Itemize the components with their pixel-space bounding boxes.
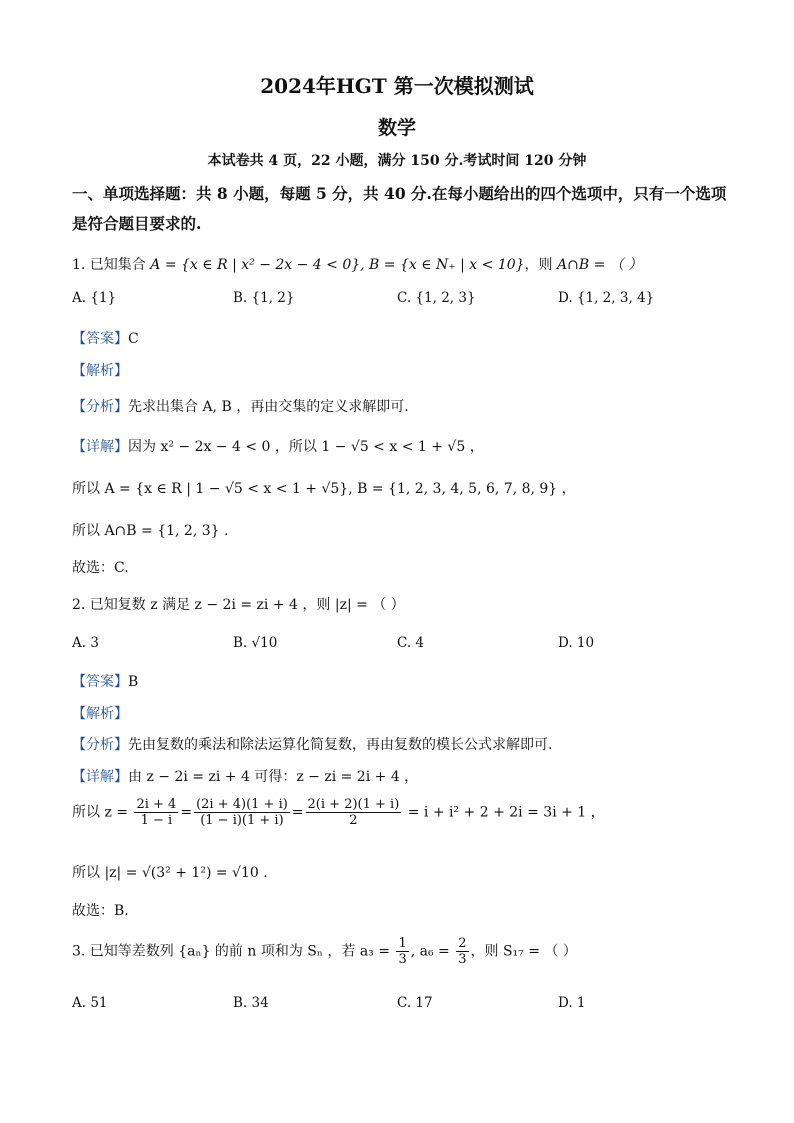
q1-option-d: D. {1, 2, 3, 4} bbox=[558, 290, 655, 306]
q1-option-a: A. {1} bbox=[72, 290, 117, 306]
fraction-denominator: (1 − i)(1 + i) bbox=[200, 813, 284, 828]
fraction-denominator: 2 bbox=[349, 813, 358, 828]
q1-detail-3: 所以 A∩B = {1, 2, 3} . bbox=[72, 523, 229, 539]
q2-detail2-prefix: 所以 z = bbox=[72, 804, 129, 821]
q2-option-d: D. 10 bbox=[558, 635, 595, 651]
fenxi-tag: 【分析】 bbox=[72, 399, 128, 415]
fraction-numerator: (2i + 4)(1 + i) bbox=[196, 797, 288, 812]
fraction-denominator: 3 bbox=[398, 952, 407, 967]
q2-conclusion: 故选：B. bbox=[72, 903, 129, 919]
q3-option-a: A. 51 bbox=[72, 995, 108, 1011]
question-3-stem bbox=[72, 936, 577, 967]
q1-option-b: B. {1, 2} bbox=[233, 290, 295, 306]
q2-analysis-tag bbox=[72, 703, 128, 723]
q3-stem-mid: , a₆ = bbox=[410, 943, 450, 960]
fraction bbox=[396, 936, 408, 967]
q1-detail-text-1: 因为 x² − 2x − 4 < 0 ，所以 1 − √5 < x < 1 + √5 ， bbox=[128, 439, 484, 455]
q1-analysis-tag bbox=[72, 360, 128, 380]
answer-tag: 【答案】 bbox=[72, 674, 128, 690]
q1-answer-value: C bbox=[128, 331, 139, 347]
fraction bbox=[194, 797, 290, 828]
fraction bbox=[456, 936, 468, 967]
q1-fenxi bbox=[72, 396, 409, 416]
q2-option-b: B. √10 bbox=[233, 635, 278, 651]
section-heading-line1: 一、单项选择题：共 8 小题，每题 5 分，共 40 分.在每小题给出的四个选项中，只有一个选项 bbox=[72, 184, 727, 203]
q2-detail-3: 所以 |z| = √(3² + 1²) = √10 . bbox=[72, 865, 268, 881]
q3-stem-end: ，则 S₁₇ = （ ） bbox=[470, 943, 577, 960]
fraction-numerator: 2 bbox=[458, 936, 467, 951]
q1-stem-end: A∩B = （ ） bbox=[557, 257, 643, 273]
q2-answer-value: B bbox=[128, 674, 139, 690]
q1-stem-math: A = {x ∈ R | x² − 2x − 4 < 0}, B = {x ∈ N₊ | x < 10} bbox=[150, 257, 525, 273]
q2-detail-text-1: 由 z − 2i = zi + 4 可得：z − zi = 2i + 4 ， bbox=[128, 769, 419, 785]
fraction bbox=[134, 797, 178, 828]
q2-fenxi-text: 先由复数的乘法和除法运算化简复数，再由复数的模长公式求解即可. bbox=[128, 737, 553, 753]
q1-stem-prefix: 1. 已知集合 bbox=[72, 257, 146, 273]
question-2-stem: 2. 已知复数 z 满足 z − 2i = zi + 4 ，则 |z| = （ ） bbox=[72, 597, 405, 613]
exam-info: 本试卷共 4 页，22 小题，满分 150 分.考试时间 120 分钟 bbox=[207, 153, 587, 169]
fenxi-tag: 【分析】 bbox=[72, 737, 128, 753]
fraction-denominator: 3 bbox=[458, 952, 467, 967]
q1-option-c: C. {1, 2, 3} bbox=[397, 290, 476, 306]
analysis-tag: 【解析】 bbox=[72, 706, 128, 722]
fraction-numerator: 2(i + 2)(1 + i) bbox=[307, 797, 400, 812]
detail-tag: 【详解】 bbox=[72, 769, 128, 785]
q1-answer bbox=[72, 328, 139, 348]
q1-conclusion: 故选：C. bbox=[72, 560, 129, 576]
q2-answer bbox=[72, 671, 138, 691]
q2-detail-1 bbox=[72, 766, 418, 786]
q1-fenxi-text: 先求出集合 A, B ，再由交集的定义求解即可. bbox=[128, 399, 409, 415]
q3-option-d: D. 1 bbox=[558, 995, 586, 1011]
analysis-tag: 【解析】 bbox=[72, 363, 128, 379]
question-1-stem bbox=[72, 254, 642, 274]
fraction-numerator: 2i + 4 bbox=[136, 797, 177, 812]
q3-option-b: B. 34 bbox=[233, 995, 269, 1011]
q2-option-a: A. 3 bbox=[72, 635, 99, 651]
detail-tag: 【详解】 bbox=[72, 439, 128, 455]
fraction bbox=[306, 797, 402, 828]
q3-option-c: C. 17 bbox=[397, 995, 433, 1011]
subject-title: 数学 bbox=[377, 117, 416, 139]
q2-fenxi bbox=[72, 734, 552, 754]
q1-stem-suffix: ，则 bbox=[524, 257, 553, 273]
q2-option-c: C. 4 bbox=[397, 635, 425, 651]
fraction-numerator: 1 bbox=[398, 936, 407, 951]
q1-detail-1 bbox=[72, 436, 484, 456]
q1-detail-2: 所以 A = {x ∈ R | 1 − √5 < x < 1 + √5}, B = {1, 2, 3, 4, 5, 6, 7, 8, 9} ， bbox=[72, 481, 576, 497]
fraction-denominator: 1 − i bbox=[140, 813, 173, 828]
exam-title: 2024年HGT 第一次模拟测试 bbox=[260, 74, 534, 98]
section-heading-line2: 是符合题目要求的. bbox=[72, 214, 202, 233]
q2-detail-2: 所以 z = $\frac{2i + 4}{1 - i}$ = $\frac{(2i + 4)(1 + i)}{(1 - i)(1 + i)}$ = $\frac{2(i + 2)(1 + i)}{2}$ = i + i² + 2 + 2i = 3i + 1 ， bbox=[72, 797, 605, 828]
q2-detail2-tail: = i + i² + 2 + 2i = 3i + 1 ， bbox=[407, 804, 605, 821]
answer-tag: 【答案】 bbox=[72, 331, 128, 347]
q3-stem-prefix: 3. 已知等差数列 {aₙ} 的前 n 项和为 Sₙ ，若 a₃ = bbox=[72, 943, 390, 960]
